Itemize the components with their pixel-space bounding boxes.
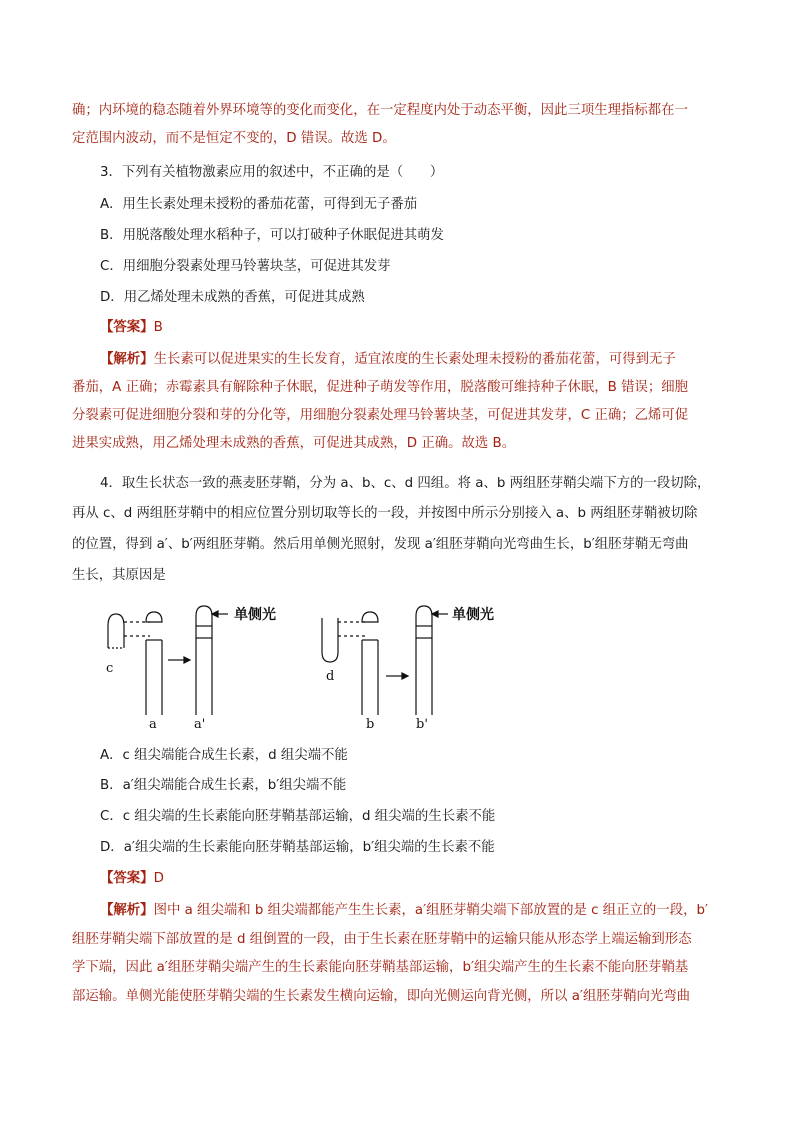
q4-option-d: D．a′组尖端的生长素能向胚芽鞘基部运输，b′组尖端的生长素不能 xyxy=(100,840,495,855)
continuation-line-1: 确；内环境的稳态随着外界环境等的变化而变化，在一定程度内处于动态平衡，因此三项生理指标都在一 xyxy=(72,103,688,118)
q4-stem-line: 生长，其原因是 xyxy=(72,568,166,583)
q3-stem: 3．下列有关植物激素应用的叙述中，不正确的是（ ） xyxy=(100,165,444,180)
arrowhead-icon xyxy=(184,657,190,663)
arrowhead-icon xyxy=(432,611,438,617)
label-b: b xyxy=(366,717,375,730)
q4-analysis-line: 学下端，因此 a′组胚芽鞘尖端产生的生长素能向胚芽鞘基部运输，b′组尖端产生的生长素不能向胚芽鞘基 xyxy=(72,960,689,975)
tip-a-shape xyxy=(146,612,162,622)
continuation-line-2: 定范围内波动，而不是恒定不变的，D 错误。故选 D。 xyxy=(72,131,396,146)
label-b-prime: b' xyxy=(416,717,428,730)
segment-c-shape xyxy=(108,614,124,648)
coleoptile-b-prime xyxy=(416,606,432,715)
q3-option-d: D．用乙烯处理未成熟的香蕉，可促进其成熟 xyxy=(100,290,365,305)
q4-answer xyxy=(100,869,724,889)
segment-d-shape xyxy=(322,618,338,662)
arrowhead-icon xyxy=(212,611,218,617)
q4-option-a: A．c 组尖端能合成生长素，d 组尖端不能 xyxy=(100,748,348,763)
label-d: d xyxy=(326,669,335,684)
coleoptile-experiment-figure xyxy=(90,600,520,730)
coleoptile-a-prime xyxy=(196,606,212,715)
coleoptile-diagram xyxy=(90,600,520,730)
q4-option-b: B．a′组尖端能合成生长素，b′组尖端不能 xyxy=(100,778,347,793)
label-a: a xyxy=(149,717,157,730)
q4-stem-line: 的位置，得到 a′、b′两组胚芽鞘。然后用单侧光照射，发现 a′组胚芽鞘向光弯曲生长，b′组胚芽鞘无弯曲 xyxy=(72,537,689,552)
q3-option-c: C．用细胞分裂素处理马铃薯块茎，可促进其发芽 xyxy=(100,259,391,274)
q3-analysis-first xyxy=(100,350,724,370)
q4-option-c: C．c 组尖端的生长素能向胚芽鞘基部运输，d 组尖端的生长素不能 xyxy=(100,809,496,824)
arrowhead-icon xyxy=(402,673,408,679)
q4-answer-tag: 【答案】 xyxy=(100,871,154,886)
light-label-left: 单侧光 xyxy=(234,607,276,623)
tip-b-shape xyxy=(362,612,378,622)
q4-analysis-line: 部运输。单侧光能使胚芽鞘尖端的生长素发生横向运输，即向光侧运向背光侧，所以 a′组胚芽鞘向光弯曲 xyxy=(72,989,691,1004)
q4-analysis-line: 组胚芽鞘尖端下部放置的是 d 组倒置的一段，由于生长素在胚芽鞘中的运输只能从形态学上端运输到形态 xyxy=(72,932,692,947)
label-c: c xyxy=(106,661,114,676)
q4-analysis-tag: 【解析】 xyxy=(100,903,154,918)
q4-analysis-first xyxy=(100,901,724,921)
q3-analysis-tag: 【解析】 xyxy=(100,352,154,367)
q3-analysis-line: 分裂素可促进细胞分裂和芽的分化等，用细胞分裂素处理马铃薯块茎，可促进其发芽，C 正确；乙烯可促 xyxy=(72,408,689,423)
q4-answer-value: D xyxy=(153,871,164,886)
q3-option-b: B．用脱落酸处理水稻种子，可以打破种子休眠促进其萌发 xyxy=(100,228,444,243)
q4-stem-line: 4．取生长状态一致的燕麦胚芽鞘，分为 a、b、c、d 四组。将 a、b 两组胚芽鞘尖端下方的一段切除， xyxy=(100,476,711,491)
q3-option-a: A．用生长素处理未授粉的番茄花蕾，可得到无子番茄 xyxy=(100,197,418,212)
q3-analysis-line: 番茄，A 正确；赤霉素具有解除种子休眠，促进种子萌发等作用，脱落酸可维持种子休眠，B 错误；细胞 xyxy=(72,380,689,395)
q3-analysis-line: 进果实成熟，用乙烯处理未成熟的香蕉，可促进其成熟，D 正确。故选 B。 xyxy=(72,436,516,451)
q4-stem-line: 再从 c、d 两组胚芽鞘中的相应位置分别切取等长的一段，并按图中所示分别接入 a、b 两组胚芽鞘被切除 xyxy=(72,506,698,521)
q3-answer-tag: 【答案】 xyxy=(100,320,154,335)
q3-answer-value: B xyxy=(153,320,163,335)
q3-answer xyxy=(100,318,724,338)
q3-analysis-text: 生长素可以促进果实的生长发育，适宜浓度的生长素处理未授粉的番茄花蕾，可得到无子 xyxy=(153,352,676,367)
q4-analysis-text: 图中 a 组尖端和 b 组尖端都能产生生长素，a′组胚芽鞘尖端下部放置的是 c 组正立的一段，b′ xyxy=(153,903,709,918)
light-label-right: 单侧光 xyxy=(452,607,494,623)
label-a-prime: a' xyxy=(194,717,206,730)
